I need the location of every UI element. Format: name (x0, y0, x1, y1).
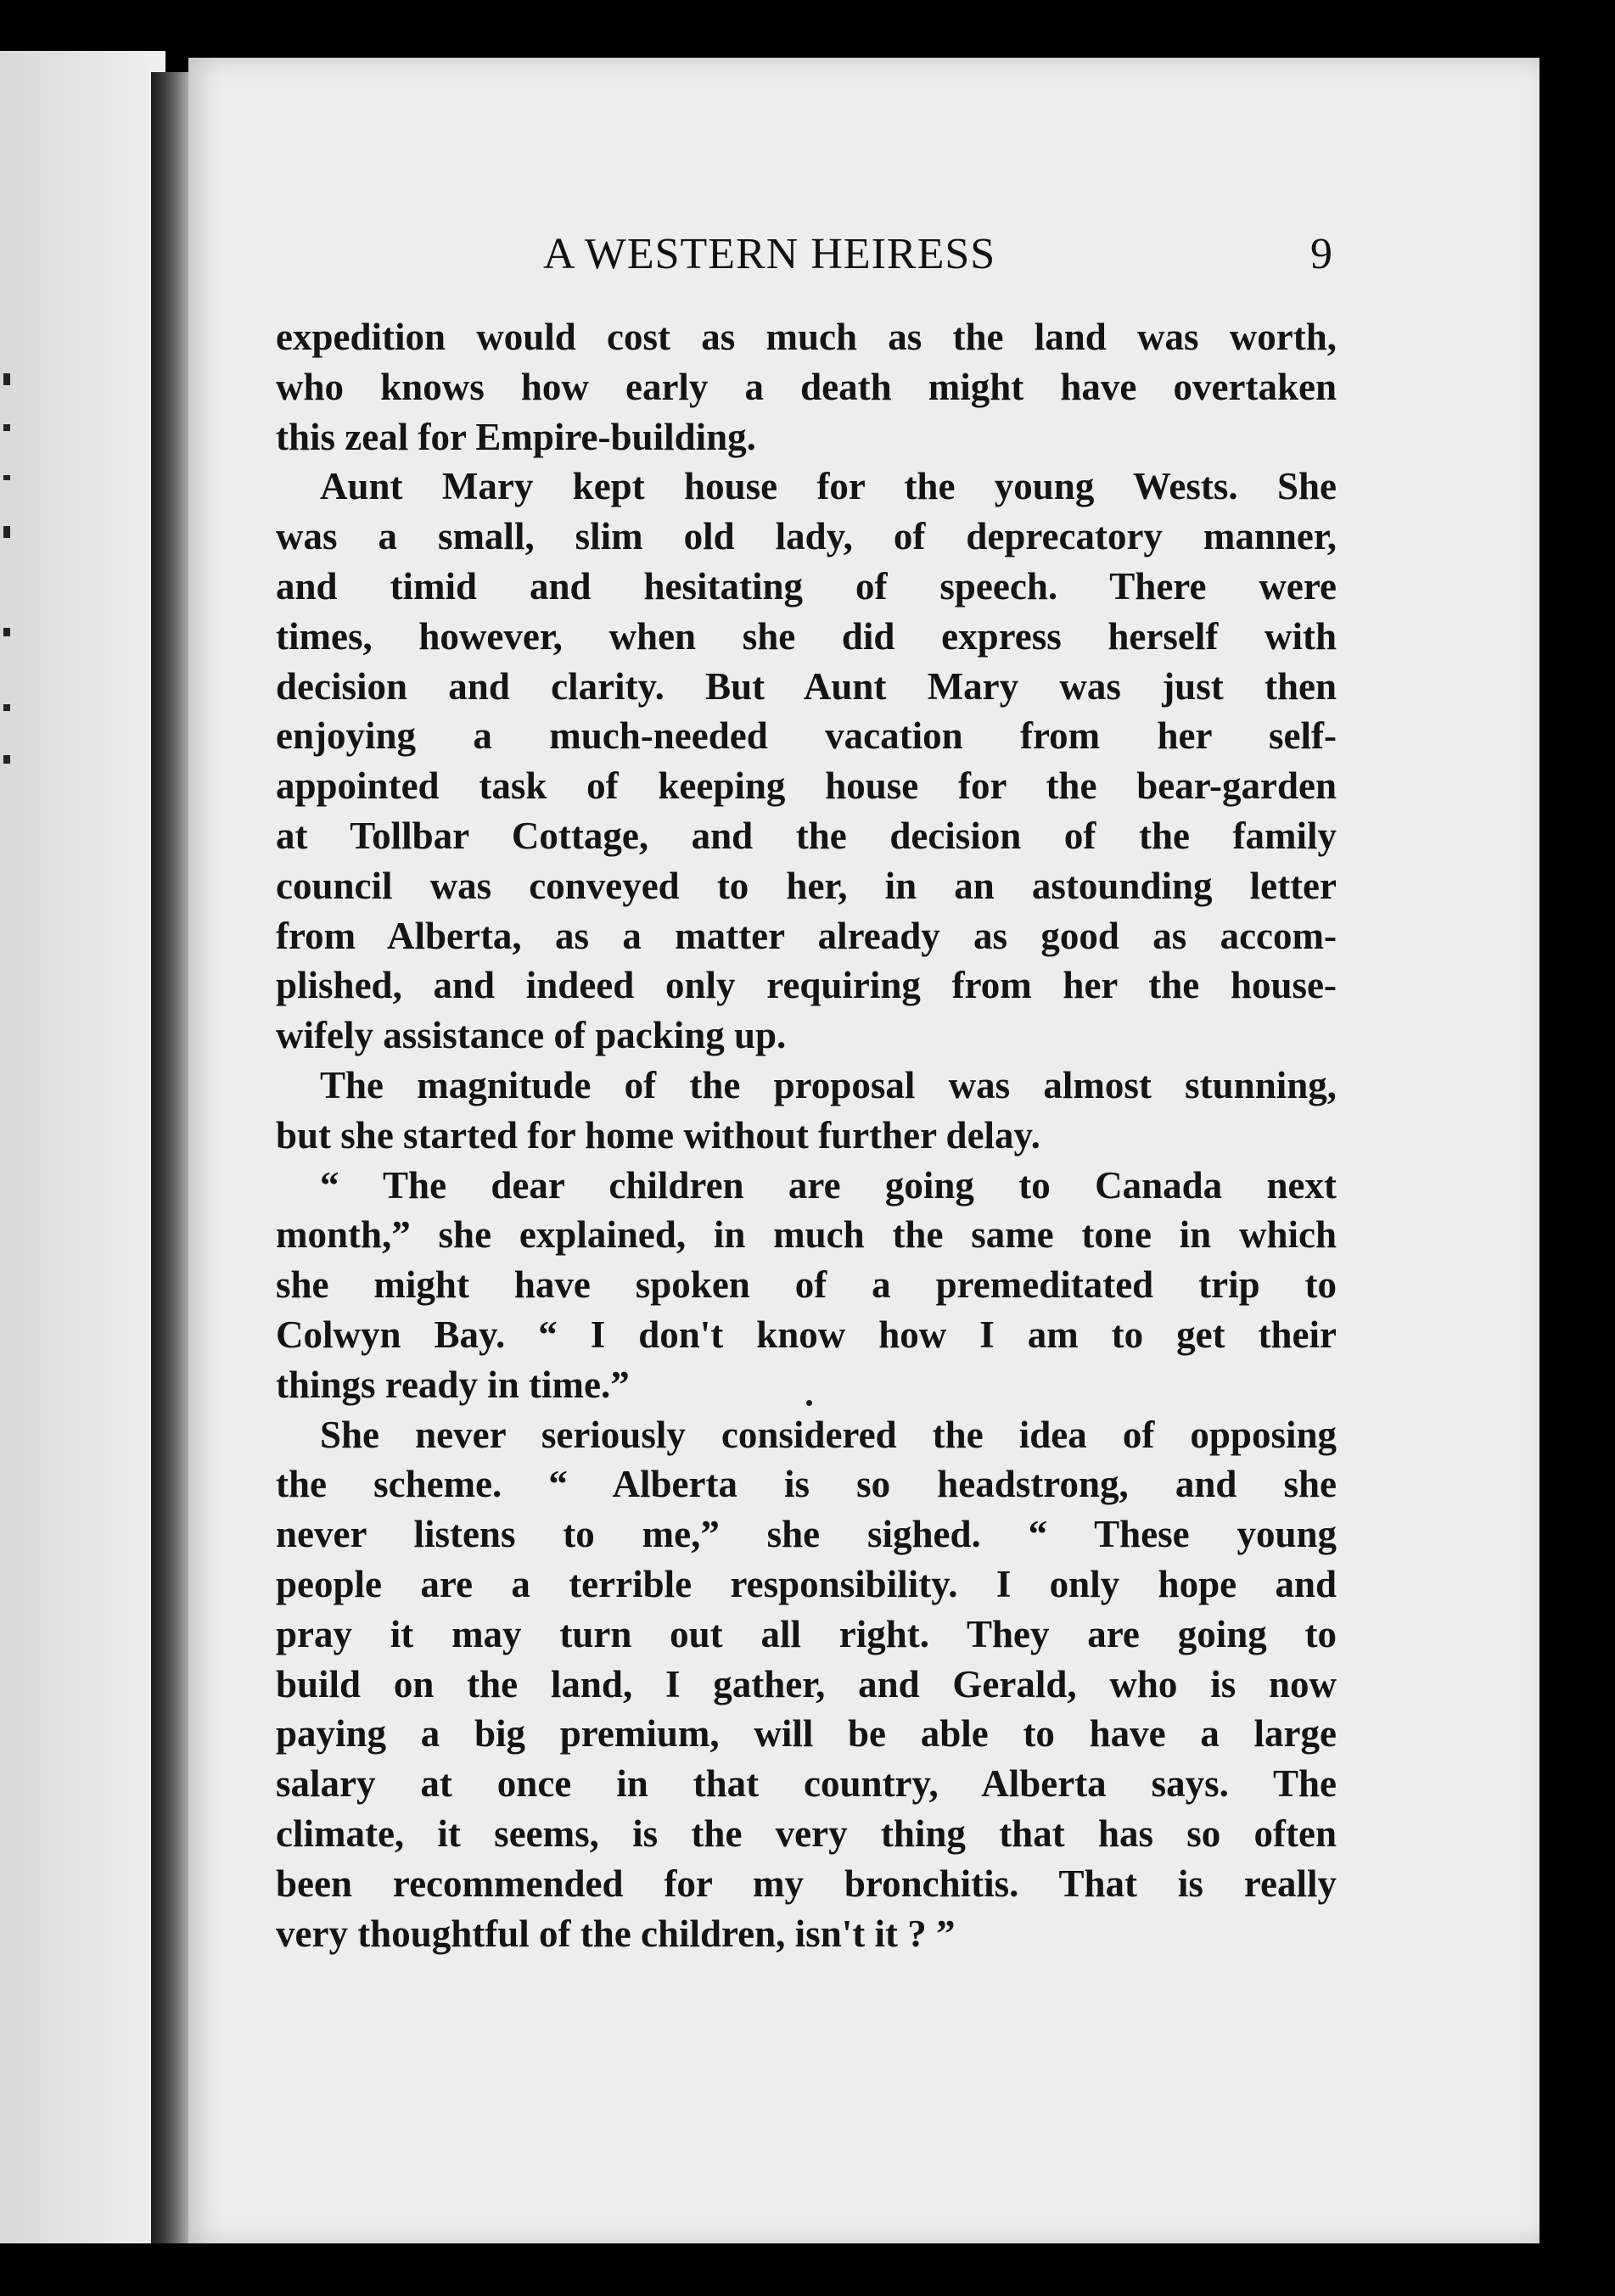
text-line: but she started for home without further delay. (276, 1113, 1040, 1156)
text-line: build on the land, I gather, and Gerald, who is now (276, 1662, 1337, 1705)
book-gutter (151, 72, 192, 2244)
text-line: climate, it seems, is the very thing that has so often (276, 1812, 1337, 1855)
running-head (356, 229, 1332, 288)
text-line: was a small, slim old lady, of deprecatory manner, (276, 515, 1337, 558)
text-line: plished, and indeed only requiring from her the house- (276, 964, 1337, 1007)
scan-border (0, 2243, 1615, 2296)
text-line: the scheme. “ Alberta is so headstrong, and she (276, 1463, 1337, 1506)
text-line: people are a terrible responsibility. I only hope and (276, 1562, 1337, 1605)
text-line: The magnitude of the proposal was almost stunning, (320, 1063, 1337, 1106)
text-line: decision and clarity. But Aunt Mary was just then (276, 664, 1337, 708)
text-line: council was conveyed to her, in an astounding letter (276, 864, 1337, 907)
text-line: “ The dear children are going to Canada next (320, 1163, 1337, 1207)
text-line: things ready in time.” (276, 1363, 630, 1406)
text-line: wifely assistance of packing up. (276, 1014, 787, 1057)
text-line: been recommended for my bronchitis. That is really (276, 1862, 1337, 1905)
text-line: from Alberta, as a matter already as good as accom- (276, 914, 1337, 957)
text-line: Aunt Mary kept house for the young Wests. She (320, 465, 1337, 508)
text-line: very thoughtful of the children, isn't it ? ” (276, 1912, 956, 1955)
running-head-title: A WESTERN HEIRESS (543, 230, 996, 278)
text-line: month,” she explained, in much the same tone in which (276, 1213, 1337, 1257)
stray-mark (806, 1400, 812, 1406)
text-line: who knows how early a death might have overtaken (276, 365, 1337, 408)
text-line: this zeal for Empire-building. (276, 415, 756, 458)
text-line: appointed task of keeping house for the bear-garden (276, 764, 1337, 808)
text-line: enjoying a much-needed vacation from her self- (276, 714, 1337, 758)
text-line: Colwyn Bay. “ I don't know how I am to get their (276, 1313, 1337, 1356)
text-line: salary at once in that country, Alberta says. The (276, 1762, 1337, 1806)
text-line: paying a big premium, will be able to have a large (276, 1712, 1337, 1756)
text-line: expedition would cost as much as the land was worth, (276, 316, 1337, 358)
text-line: She never seriously considered the idea of opposing (320, 1413, 1337, 1456)
body-text (276, 312, 1337, 1958)
text-line: times, however, when she did express herself with (276, 614, 1337, 658)
text-line: pray it may turn out all right. They are going to (276, 1612, 1337, 1655)
text-line: she might have spoken of a premeditated trip to (276, 1263, 1337, 1307)
text-line: at Tollbar Cottage, and the decision of the family (276, 814, 1337, 857)
text-line: and timid and hesitating of speech. There were (276, 564, 1337, 608)
page-number: 9 (1310, 230, 1332, 278)
text-line: never listens to me,” she sighed. “ These young (276, 1513, 1337, 1556)
facing-page-edge (0, 51, 165, 2248)
facing-page-text-fragments (3, 373, 15, 882)
